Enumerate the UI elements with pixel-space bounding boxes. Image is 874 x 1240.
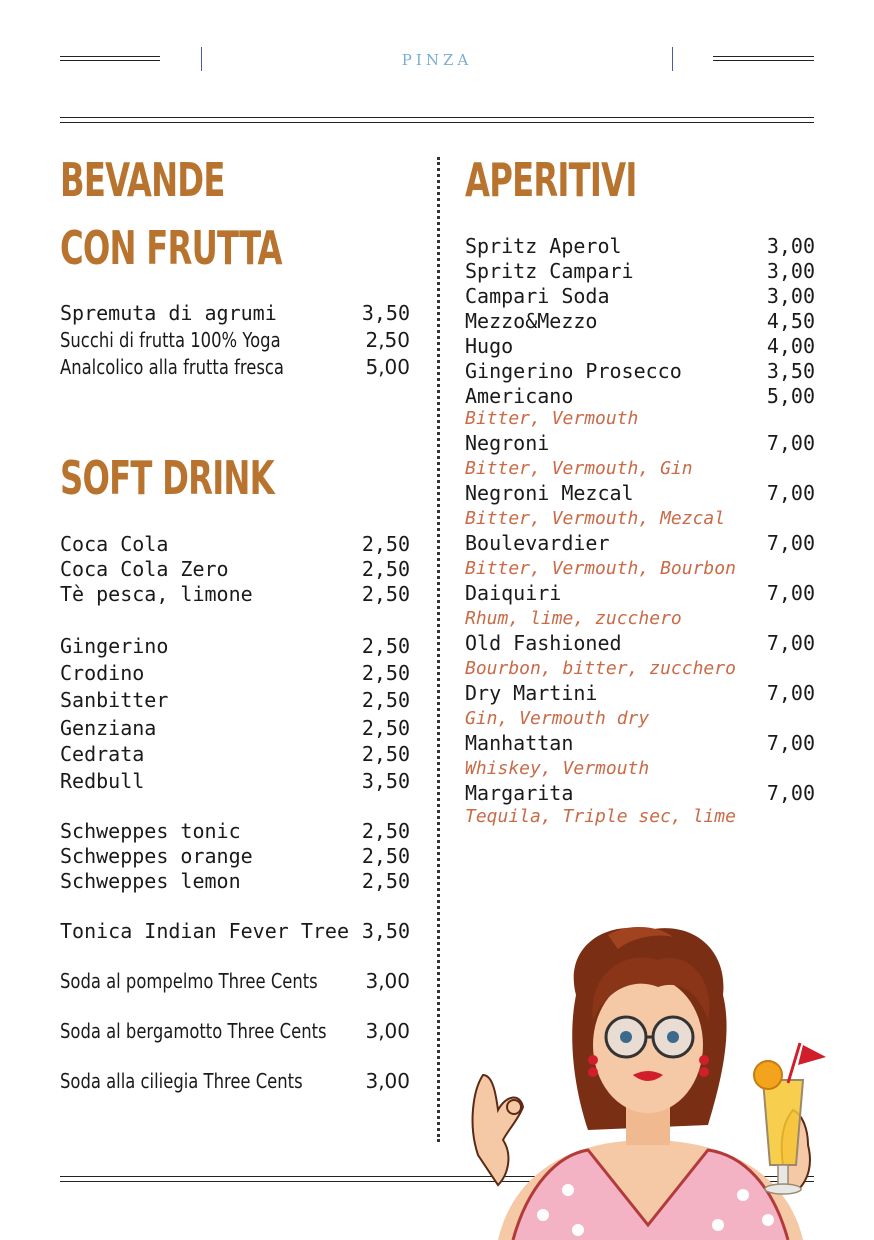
menu-item — [60, 1069, 410, 1094]
item-price: 3,50 — [766, 359, 815, 383]
item-description: Bitter, Vermouth, Gin — [465, 458, 693, 479]
item-price: 2,50 — [361, 869, 410, 893]
item-price: 2,50 — [361, 716, 410, 740]
item-name: Schweppes tonic — [60, 819, 241, 843]
item-name: Negroni Mezcal — [465, 481, 634, 505]
item-price: 2,50 — [361, 661, 410, 685]
item-price: 2,50 — [361, 634, 410, 658]
item-name: Spritz Campari — [465, 259, 634, 283]
item-price: 2,50 — [365, 328, 410, 352]
item-name: Gingerino Prosecco — [465, 359, 682, 383]
menu-item — [465, 284, 815, 309]
menu-item — [465, 234, 815, 259]
menu-item — [60, 969, 410, 994]
item-price: 3,00 — [766, 259, 815, 283]
item-description: Gin, Vermouth dry — [465, 708, 650, 729]
header-rule-right-bottom — [713, 60, 814, 61]
menu-item — [60, 742, 410, 767]
menu-item — [60, 716, 410, 741]
item-price: 7,00 — [766, 531, 815, 555]
item-name: Daiquiri — [465, 581, 562, 605]
item-name: Boulevardier — [465, 531, 610, 555]
item-price: 2,50 — [361, 688, 410, 712]
item-price: 4,00 — [766, 334, 815, 358]
menu-item — [60, 661, 410, 686]
item-description: Tequila, Triple sec, lime — [465, 806, 736, 827]
item-name: Crodino — [60, 661, 145, 685]
item-name: Americano — [465, 384, 574, 408]
item-name: Spritz Aperol — [465, 234, 622, 258]
item-price: 2,50 — [361, 742, 410, 766]
menu-item — [60, 301, 410, 326]
item-price: 3,50 — [361, 769, 410, 793]
menu-item — [60, 557, 410, 582]
menu-item — [465, 334, 815, 359]
menu-item — [60, 634, 410, 659]
item-description: Bourbon, bitter, zucchero — [465, 658, 736, 679]
menu-item — [465, 359, 815, 384]
item-name: Spremuta di agrumi — [60, 301, 277, 325]
item-name: Old Fashioned — [465, 631, 622, 655]
item-name: Soda al pompelmo Three Cents — [60, 969, 318, 993]
item-price: 7,00 — [766, 781, 815, 805]
menu-item — [465, 259, 815, 284]
item-price: 7,00 — [766, 481, 815, 505]
item-price: 3,00 — [766, 234, 815, 258]
item-name: Sanbitter — [60, 688, 169, 712]
item-name: Dry Martini — [465, 681, 598, 705]
item-name: Cedrata — [60, 742, 145, 766]
menu-item — [60, 688, 410, 713]
item-price: 7,00 — [766, 431, 815, 455]
menu-item — [60, 532, 410, 557]
item-price: 3,00 — [766, 284, 815, 308]
header-rule-right-top — [713, 56, 814, 57]
item-name: Coca Cola — [60, 532, 169, 556]
item-name: Coca Cola Zero — [60, 557, 229, 581]
item-price: 7,00 — [766, 681, 815, 705]
menu-item — [465, 581, 815, 606]
item-description: Bitter, Vermouth, Mezcal — [465, 508, 726, 529]
item-price: 2,50 — [361, 532, 410, 556]
item-price: 3,00 — [365, 969, 410, 993]
menu-item — [60, 355, 410, 380]
menu-item — [60, 919, 410, 944]
item-price: 2,50 — [361, 819, 410, 843]
item-name: Negroni — [465, 431, 550, 455]
menu-item — [465, 731, 815, 756]
item-name: Schweppes orange — [60, 844, 253, 868]
item-name: Campari Soda — [465, 284, 610, 308]
item-description: Bitter, Vermouth, Bourbon — [465, 558, 736, 579]
item-name: Mezzo&Mezzo — [465, 309, 598, 333]
section-title-fruit-line2: CON FRUTTA — [60, 221, 282, 275]
menu-item — [465, 309, 815, 334]
menu-item — [60, 869, 410, 894]
item-price: 2,50 — [361, 844, 410, 868]
brand-name: PINZA — [401, 51, 473, 69]
menu-item — [60, 769, 410, 794]
item-name: Manhattan — [465, 731, 574, 755]
item-price: 3,00 — [365, 1069, 410, 1093]
menu-item — [60, 819, 410, 844]
item-price: 5,00 — [365, 355, 410, 379]
menu-item — [60, 1019, 410, 1044]
menu-item — [60, 844, 410, 869]
item-price: 7,00 — [766, 581, 815, 605]
menu-item — [465, 681, 815, 706]
item-price: 3,50 — [361, 919, 410, 943]
item-price: 2,50 — [361, 557, 410, 581]
item-name: Tè pesca, limone — [60, 582, 253, 606]
menu-item — [60, 582, 410, 607]
item-name: Analcolico alla frutta fresca — [60, 355, 284, 379]
item-name: Tonica Indian Fever Tree — [60, 919, 349, 943]
item-name: Soda al bergamotto Three Cents — [60, 1019, 327, 1043]
menu-item — [465, 431, 815, 456]
item-price: 5,00 — [766, 384, 815, 408]
menu-item — [465, 781, 815, 806]
menu-item — [465, 481, 815, 506]
item-price: 3,00 — [365, 1019, 410, 1043]
header-tick-right — [672, 47, 673, 71]
item-description: Bitter, Vermouth — [465, 408, 639, 429]
pinup-woman-illustration — [458, 925, 838, 1240]
item-price: 3,50 — [361, 301, 410, 325]
top-rule-2 — [60, 122, 814, 123]
item-description: Rhum, lime, zucchero — [465, 608, 682, 629]
item-name: Soda alla ciliegia Three Cents — [60, 1069, 303, 1093]
menu-item — [465, 531, 815, 556]
menu-item — [465, 631, 815, 656]
section-title-soft-drink: SOFT DRINK — [60, 451, 274, 505]
column-divider — [437, 157, 440, 1142]
item-name: Genziana — [60, 716, 157, 740]
item-name: Redbull — [60, 769, 145, 793]
section-title-fruit-line1: BEVANDE — [60, 153, 225, 207]
item-name: Hugo — [465, 334, 514, 358]
item-name: Succhi di frutta 100% Yoga — [60, 328, 281, 352]
menu-item — [465, 384, 815, 409]
item-name: Schweppes lemon — [60, 869, 241, 893]
item-price: 2,50 — [361, 582, 410, 606]
item-description: Whiskey, Vermouth — [465, 758, 650, 779]
item-price: 7,00 — [766, 631, 815, 655]
item-name: Gingerino — [60, 634, 169, 658]
top-rule-1 — [60, 117, 814, 118]
menu-item — [60, 328, 410, 353]
item-price: 7,00 — [766, 731, 815, 755]
item-name: Margarita — [465, 781, 574, 805]
item-price: 4,50 — [766, 309, 815, 333]
section-title-aperitivi: APERITIVI — [465, 153, 637, 207]
